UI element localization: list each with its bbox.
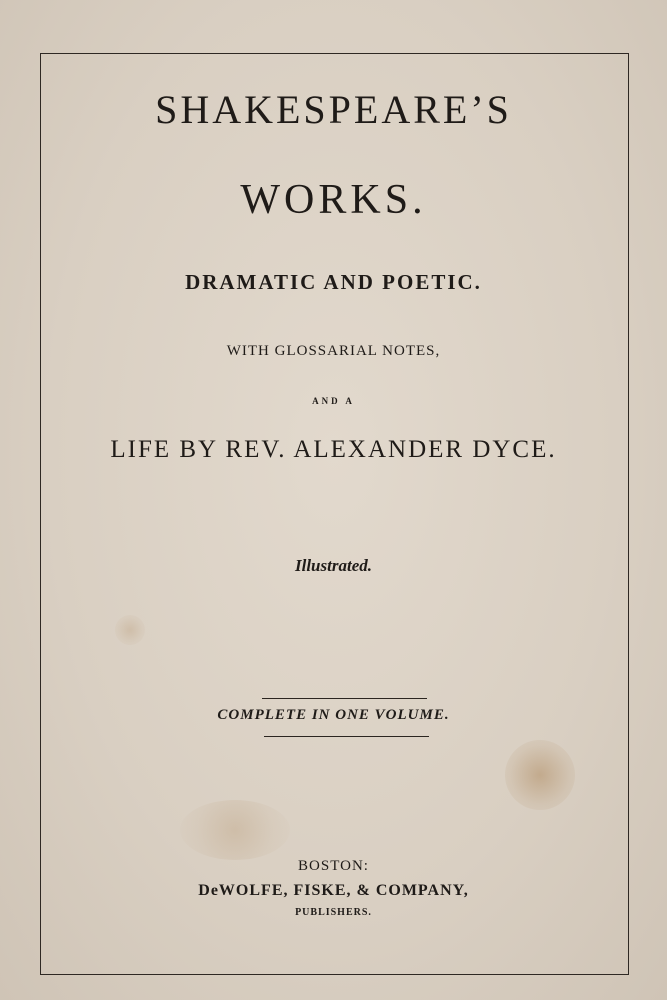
complete-in-one-volume: COMPLETE IN ONE VOLUME.	[217, 707, 450, 723]
subtitle: DRAMATIC AND POETIC.	[185, 270, 482, 294]
glossarial-notes-line: WITH GLOSSARIAL NOTES,	[226, 343, 441, 359]
title-line-2: WORKS.	[240, 177, 427, 223]
connector-text: AND A	[312, 396, 355, 406]
imprint-publishers-label: PUBLISHERS.	[295, 907, 372, 918]
title-line-1: SHAKESPEARE’S	[155, 87, 512, 132]
rule-below-complete	[264, 736, 429, 737]
imprint-city: BOSTON:	[298, 858, 369, 874]
imprint-publisher: DeWOLFE, FISKE, & COMPANY,	[198, 882, 469, 899]
illustrated-label: Illustrated.	[295, 556, 372, 575]
life-by-line: LIFE BY REV. ALEXANDER DYCE.	[110, 436, 557, 463]
rule-above-complete	[262, 698, 427, 699]
